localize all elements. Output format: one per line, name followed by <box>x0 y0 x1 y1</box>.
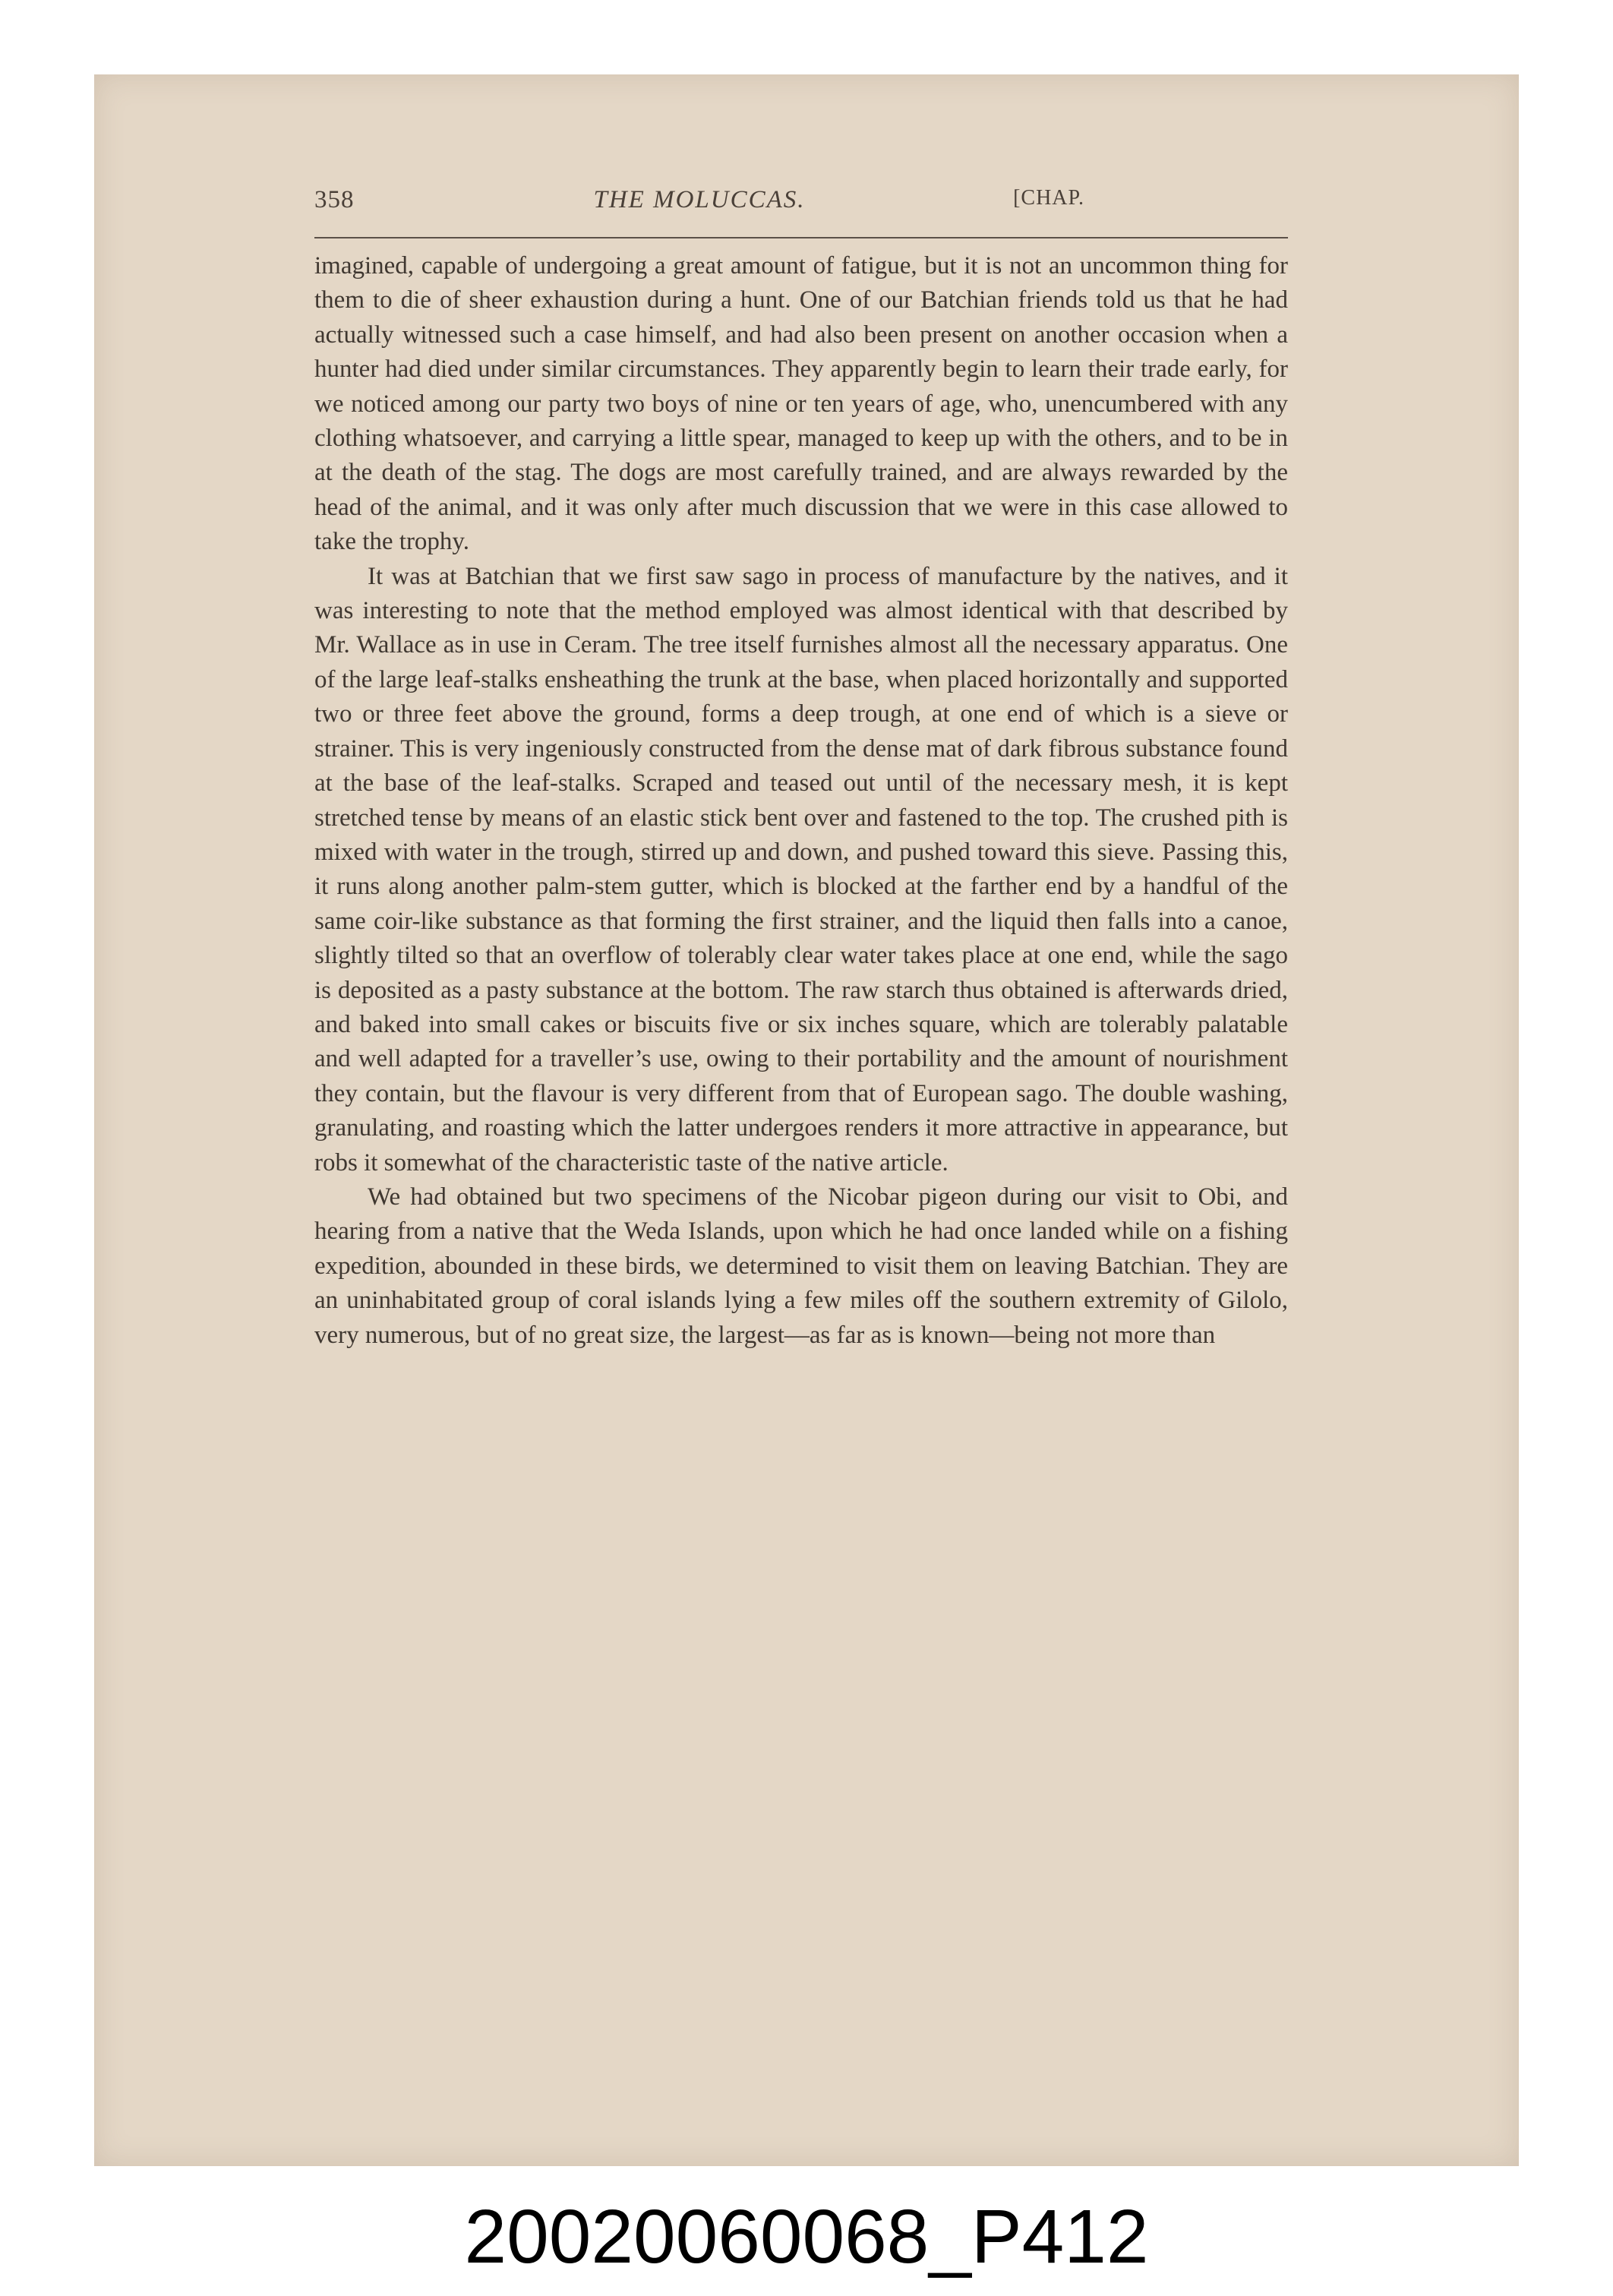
paragraph-weda-islands: We had obtained but two specimens of the Nicobar pigeon during our visit to Obi, and hearing from a native that the Weda Islands, upon which he had once landed while on a fishing expedition, abounded in these birds, we determined to visit them on leaving Batchian. They are an uninhabitated group of coral islands lying a few miles off the southern extremity of Gilolo, very numerous, but of no great size, the largest—as far as is known—being not more than <box>314 1183 1288 1349</box>
chapter-mark: [CHAP. <box>1013 186 1084 210</box>
page-number: 358 <box>314 186 355 213</box>
running-title: THE MOLUCCAS. <box>593 186 806 213</box>
page-header <box>314 186 1084 232</box>
paragraph-sago: It was at Batchian that we first saw sago in process of manufacture by the natives, and it was interesting to note that the method employed was almost identical with that described by Mr. Wallace as in use in Ceram. The tree itself furnishes almost all the necessary apparatus. One of the large leaf-stalks ensheathing the trunk at the base, when placed horizontally and supported two or three feet above the ground, forms a deep trough, at one end of which is a sieve or strainer. This is very ingeniously constructed from the dense mat of dark fibrous substance found at the base of the leaf-stalks. Scraped and teased out until of the necessary mesh, it is kept stretched tense by means of an elastic stick bent over and fastened to the top. The crushed pith is mixed with water in the trough, stirred up and down, and pushed toward this sieve. Passing this, it runs along another palm-stem gutter, which is blocked at the farther end by a handful of the same coir-like substance as that forming the first strainer, and the liquid then falls into a canoe, slightly tilted so that an overflow of tolerably clear water takes place at one end, while the sago is deposited as a pasty substance at the bottom. The raw starch thus obtained is afterwards dried, and baked into small cakes or biscuits five or six inches square, which are tolerably palatable and well adapted for a traveller’s use, owing to their portability and the amount of nourishment they contain, but the flavour is very different from that of European sago. The double washing, granulating, and roasting which the latter undergoes renders it more attractive in appearance, but robs it somewhat of the characteristic taste of the native article. <box>314 562 1288 1176</box>
header-rule <box>314 237 1288 238</box>
body-text <box>314 249 1288 1353</box>
archive-identifier: 20020060068_P412 <box>464 2194 1149 2279</box>
paragraph-continued: imagined, capable of undergoing a great amount of fatigue, but it is not an uncommon thing for them to die of sheer exhaustion during a hunt. One of our Batchian friends told us that he had actually witnessed such a case himself, and had also been present on another occasion when a hunter had died under similar circumstances. They apparently begin to learn their trade early, for we noticed among our party two boys of nine or ten years of age, who, unencumbered with any clothing whatsoever, and carrying a little spear, managed to keep up with the others, and to be in at the death of the stag. The dogs are most carefully trained, and are always rewarded by the head of the animal, and it was only after much discussion that we were in this case allowed to take the trophy. <box>314 252 1288 556</box>
